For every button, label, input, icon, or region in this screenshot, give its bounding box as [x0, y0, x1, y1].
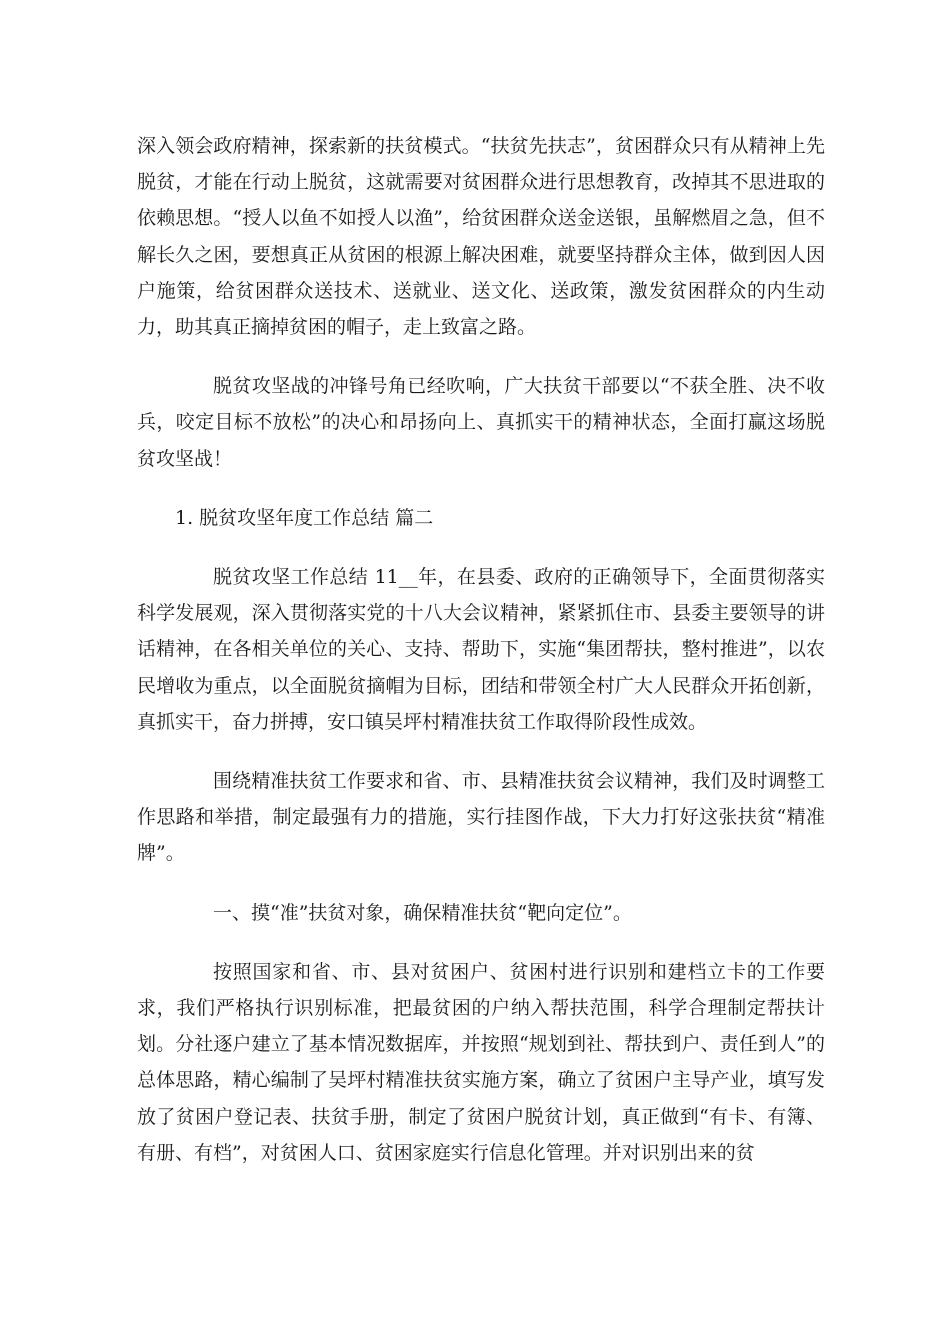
text-line: 求，我们严格执行识别标准，把最贫困的户纳入帮扶范围，科学合理制定帮扶计 [137, 997, 825, 1020]
paragraph-gap [137, 477, 825, 500]
text-line: 进取的依赖思想。“授人以鱼不如授人以渔”，给贫困群众送金送银，虽解燃眉 [137, 171, 825, 230]
text-line: 一、摸“准”扶贫对象，确保精准扶贫“靶向定位”。 [213, 901, 632, 924]
text-line: 脱贫攻坚工作总结 11__年，在县委、政府的正确领导下，全面贯彻落实 [213, 566, 825, 589]
text-line: 场脱贫攻坚战！ [137, 411, 825, 470]
paragraph-annual-summary [137, 559, 825, 740]
paragraph-gap [137, 536, 825, 559]
paragraph-gap [137, 345, 825, 368]
paragraph-precision-requirements [137, 763, 825, 872]
heading-text: 1. 脱贫攻坚年度工作总结 篇二 [175, 506, 434, 529]
text-line: 按照国家和省、市、县对贫困户、贫困村进行识别和建档立卡的工作要 [213, 960, 825, 983]
text-line: 填写发放了贫困户登记表、扶贫手册，制定了贫困户脱贫计划，真正做到“有卡、 [137, 1069, 825, 1128]
text-line: 人”的总体思路，精心编制了吴坪村精准扶贫实施方案，确立了贫困户主导产业， [137, 1033, 826, 1092]
text-line: 以农民增收为重点，以全面脱贫摘帽为目标，团结和带领全村广大人民群众开拓 [137, 638, 825, 697]
text-line: 讲话精神，在各相关单位的关心、支持、帮助下，实施“集团帮扶，整村推进”， [137, 602, 825, 661]
text-line: 围绕精准扶贫工作要求和省、市、县精准扶贫会议精神，我们及时调整 [213, 770, 806, 793]
text-line: 深入领会政府精神，探索新的扶贫模式。“扶贫先扶志”，贫困群众只有从精神 [137, 135, 787, 157]
text-line: 有簿、有册、有档”，对贫困人口、贫困家庭实行信息化管理。并对识别出来的 [137, 1105, 825, 1164]
paragraph-identification [137, 954, 825, 1171]
text-line: 之急，但不解长久之困，要想真正从贫困的根源上解决困难，就要坚持群众主体， [137, 207, 825, 266]
text-line: “精准牌”。 [137, 806, 825, 865]
text-line: 科学发展观，深入贯彻落实党的十八大会议精神，紧紧抓住市、县委主要领导的 [137, 602, 806, 625]
paragraph-gap [137, 931, 825, 954]
text-line: 贫 [735, 1141, 755, 1164]
text-line: 划。分社逐户建立了基本情况数据库，并按照“规划到社、帮扶到户、责任到 [137, 1033, 778, 1056]
text-line: 工作思路和举措，制定最强有力的措施，实行挂图作战，下大力打好这张扶贫 [137, 770, 825, 829]
text-line: 创新，真抓实干，奋力拼搏，安口镇吴坪村精准扶贫工作取得阶段性成效。 [137, 674, 825, 733]
paragraph-gap [137, 740, 825, 763]
text-line: 做到因人因户施策，给贫困群众送技术、送就业、送文化、送政策，激发贫困群 [137, 243, 825, 302]
document-page [137, 128, 825, 1171]
text-line: 收兵，咬定目标不放松”的决心和昂扬向上、真抓实干的精神状态，全面打赢这 [137, 375, 825, 434]
text-line: 众的内生动力，助其真正摘掉贫困的帽子，走上致富之路。 [137, 279, 825, 339]
paragraph-battle-call [137, 368, 825, 477]
paragraph-subheading-one [137, 895, 825, 931]
paragraph-gap [137, 872, 825, 895]
section-heading [137, 500, 825, 536]
paragraph-poverty-alleviation-ideology [137, 128, 825, 345]
text-line: 上先脱贫，才能在行动上脱贫，这就需要对贫困群众进行思想教育，改掉其不思 [137, 135, 825, 194]
text-line: 脱贫攻坚战的冲锋号角已经吹响，广大扶贫干部要以“不获全胜、决不 [213, 375, 806, 398]
